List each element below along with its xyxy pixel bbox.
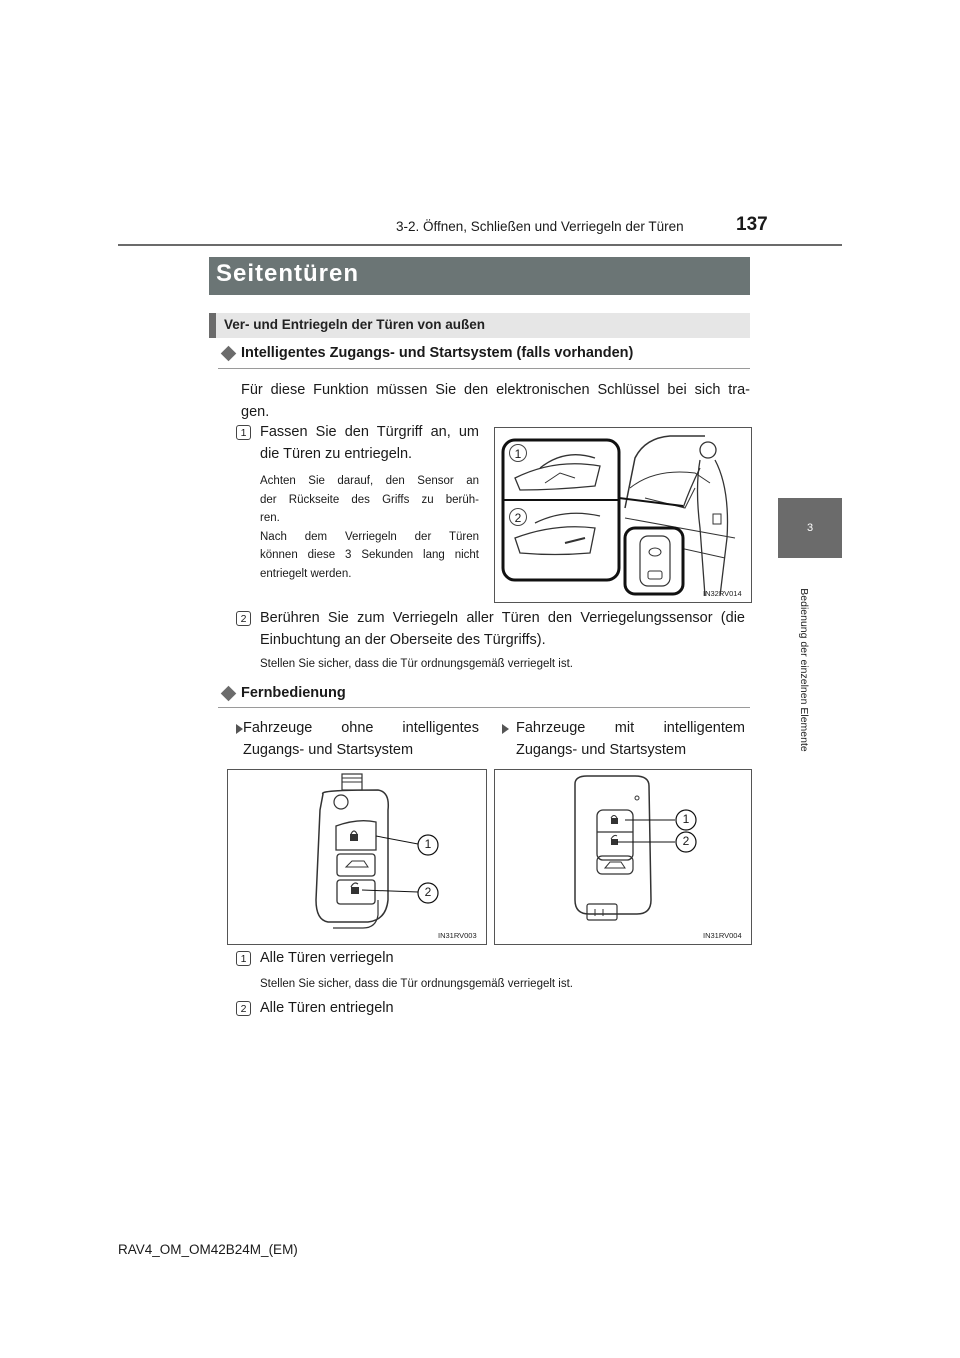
step1-note <box>260 472 479 583</box>
figure-callout-1: 1 <box>682 812 690 826</box>
figure-code: IN31RV004 <box>703 931 742 940</box>
step1-note-line: der Rückseite des Griffs zu berüh- <box>260 493 479 506</box>
step1-note-line: ren. <box>260 512 280 524</box>
step1-line-1: Fassen Sie den Türgriff an, um <box>260 424 479 440</box>
remote-heading: Fernbedienung <box>241 685 346 701</box>
step-number-1: 1 <box>236 425 251 440</box>
chapter-label: Bedienung der einzelnen Elemente <box>798 588 810 752</box>
diamond-bullet-icon <box>221 346 237 362</box>
step-number-2: 2 <box>236 611 251 626</box>
col2-line-2: Zugangs- und Startsystem <box>516 742 687 758</box>
header-section-title: 3-2. Öffnen, Schließen und Verriegeln der Türen <box>396 219 684 234</box>
item-number-1: 1 <box>236 951 251 966</box>
item-unlock-all: Alle Türen entriegeln <box>260 1000 394 1016</box>
smart-key-figure <box>494 769 752 945</box>
door-handle-figure <box>494 427 752 603</box>
step1-note-line: Nach dem Verriegeln der Türen <box>260 530 479 543</box>
page-title: Seitentüren <box>216 260 360 287</box>
page-number: 137 <box>736 214 768 235</box>
col1-line-2: Zugangs- und Startsystem <box>243 742 414 758</box>
figure-code: IN32RV014 <box>703 589 742 598</box>
figure-code: IN31RV003 <box>438 931 477 940</box>
figure-callout-1: 1 <box>424 837 432 851</box>
step1-note-line: können diese 3 Sekunden lang nicht <box>260 549 479 561</box>
intro-line-1: Für diese Funktion müssen Sie den elektronischen Schlüssel bei sich tra- <box>241 382 750 398</box>
step1-note-line: entriegelt werden. <box>260 567 352 580</box>
step2-line-2: Einbuchtung an der Oberseite des Türgriffs). <box>260 632 546 648</box>
step2-note: Stellen Sie sicher, dass die Tür ordnungsgemäß verriegelt ist. <box>260 658 573 670</box>
smart-key-illustration <box>495 770 751 944</box>
document-id: RAV4_OM_OM42B24M_(EM) <box>118 1242 298 1257</box>
remote-key-figure <box>227 769 487 945</box>
col2-line-1: Fahrzeuge mit intelligentem <box>516 720 745 736</box>
header-divider <box>118 244 842 246</box>
diamond-bullet-icon <box>221 686 237 702</box>
triangle-bullet-icon <box>502 724 509 734</box>
figure-callout-2: 2 <box>682 834 690 848</box>
intro-line-2: gen. <box>241 404 270 420</box>
smart-entry-heading: Intelligentes Zugangs- und Startsystem (falls vorhanden) <box>241 345 634 361</box>
flip-key-illustration <box>228 770 486 944</box>
triangle-bullet-icon <box>236 724 243 734</box>
chapter-tab: 3 <box>778 498 842 558</box>
subsection-accent <box>209 313 216 338</box>
heading-rule <box>218 707 750 708</box>
step1-note-line: Achten Sie darauf, den Sensor an <box>260 475 479 487</box>
step2-line-1: Berühren Sie zum Verriegeln aller Türen den Verriegelungssensor (die <box>260 610 745 626</box>
col1-line-1: Fahrzeuge ohne intelligentes <box>243 720 479 736</box>
item-number-2: 2 <box>236 1001 251 1016</box>
figure-callout-2: 2 <box>509 508 527 526</box>
figure-callout-1: 1 <box>509 444 527 462</box>
heading-rule <box>218 368 750 369</box>
step1-line-2: die Türen zu entriegeln. <box>260 446 413 462</box>
figure-callout-2: 2 <box>424 885 432 899</box>
door-handle-illustration <box>495 428 751 602</box>
item1-note: Stellen Sie sicher, dass die Tür ordnungsgemäß verriegelt ist. <box>260 978 573 990</box>
item-lock-all: Alle Türen verriegeln <box>260 950 394 966</box>
subsection-title: Ver- und Entriegeln der Türen von außen <box>224 317 486 332</box>
